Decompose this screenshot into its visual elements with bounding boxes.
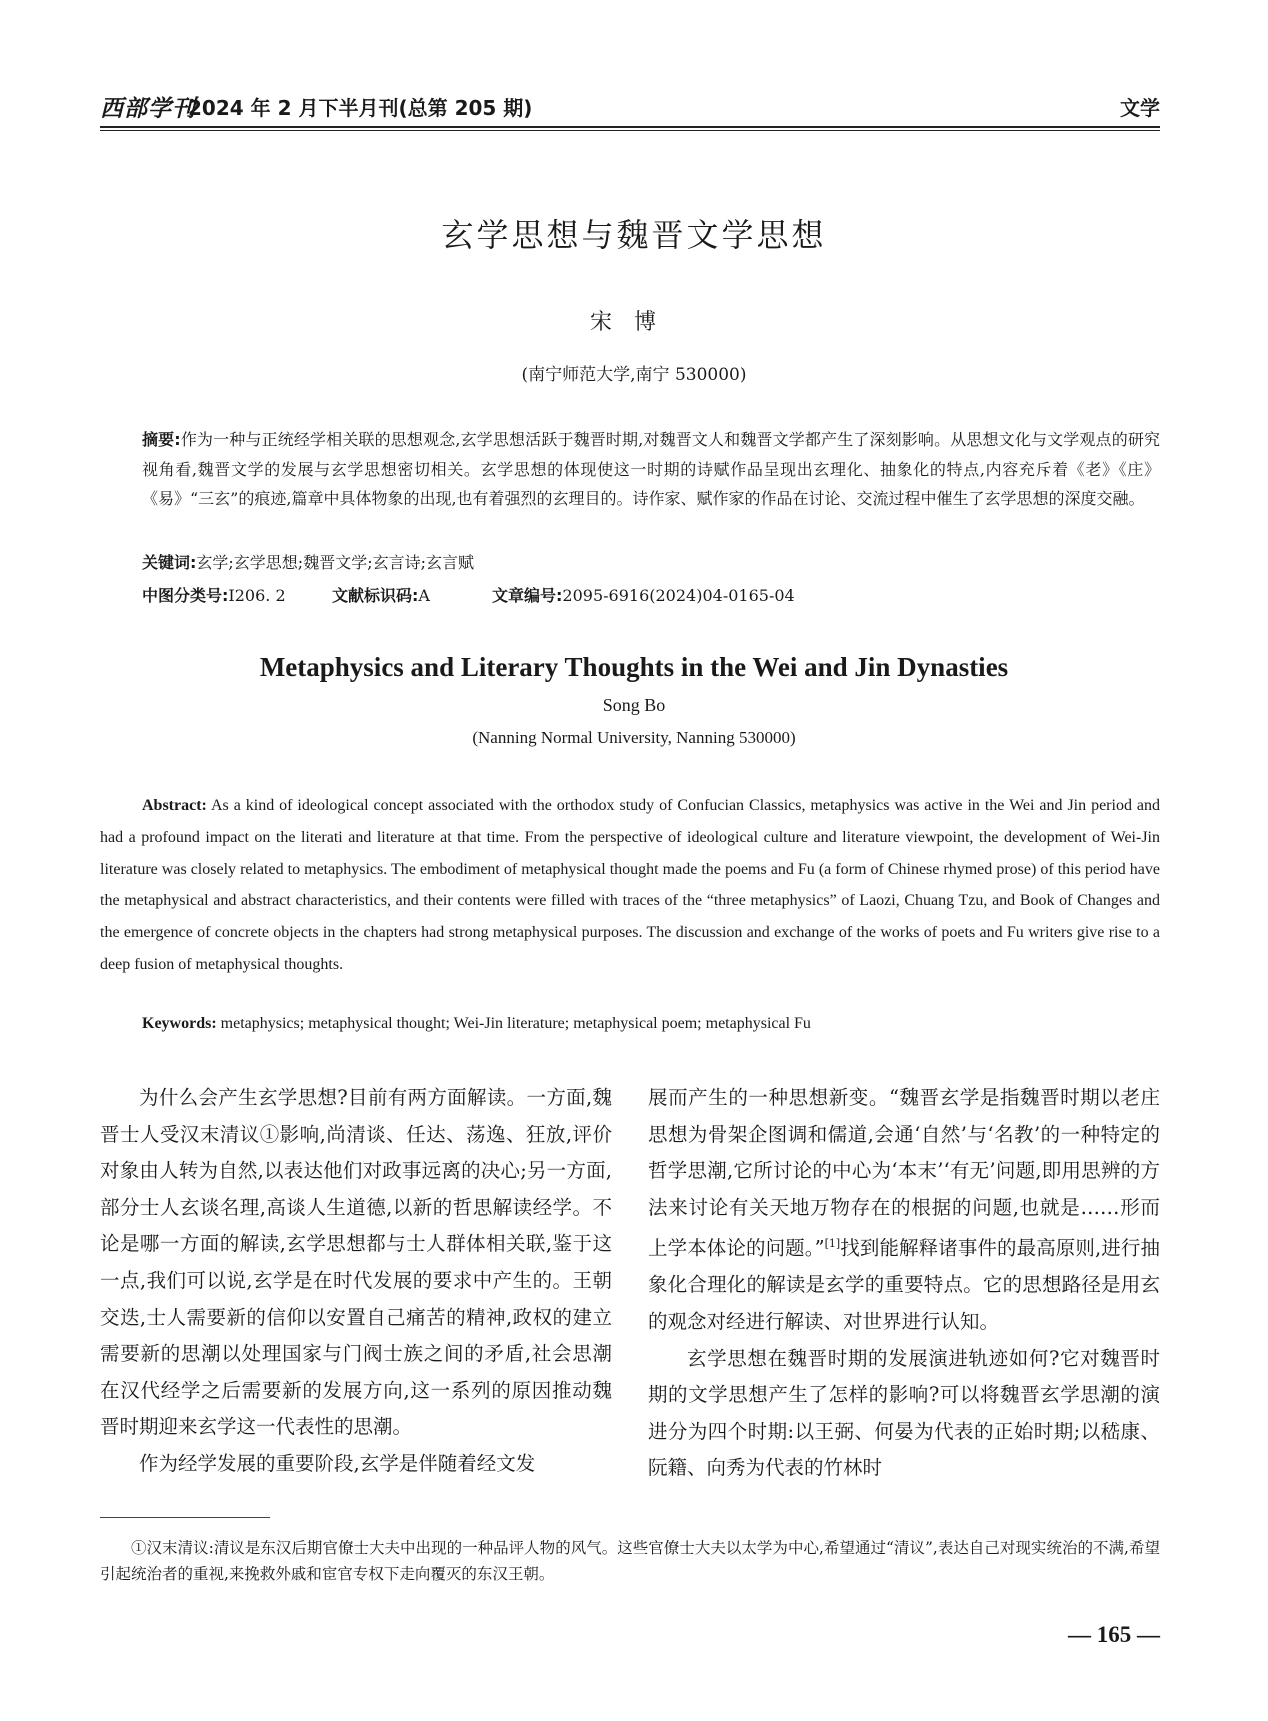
citation-ref: [1]: [824, 1237, 841, 1251]
body-column-right: [648, 1080, 1160, 1487]
article-no-value: 2095-6916(2024)04-0165-04: [562, 586, 795, 605]
body-column-left: [100, 1080, 612, 1483]
journal-issue: 2024 年 2 月下半月刊(总第 205 期): [188, 96, 533, 120]
abstract-text-cn: 作为一种与正统经学相关联的思想观念,玄学思想活跃于魏晋时期,对魏晋文人和魏晋文学都产生了深刻影响。从思想文化与文学观点的研究视角看,魏晋文学的发展与玄学思想密切相关。玄学思想的体现使这一时期的诗赋作品呈现出玄理化、抽象化的特点,内容充斥着《老》《庄》《易》“三玄”的痕迹,篇章中具体物象的出现,也有着强烈的玄理目的。诗作家、赋作家的作品在讨论、交流过程中催生了玄学思想的深度交融。: [142, 430, 1160, 508]
body-text: 展而产生的一种思想新变。“魏晋玄学是指魏晋时期以老庄思想为骨架企图调和儒道,会通‘自然’与‘名教’的一种特定的哲学思潮,它所讨论的中心为‘本末’‘有无’问题,即用思辨的方法来讨论有关天地万物存在的根据的问题,也就是……形而上学本体论的问题。”: [648, 1086, 1160, 1260]
header-rule: [100, 126, 1160, 128]
header-rule-thin: [100, 130, 1160, 131]
journal-logo: 西部学刊: [100, 95, 196, 122]
footnote: ①汉末清议:清议是东汉后期官僚士大夫中出现的一种品评人物的风气。这些官僚士大夫以太学为中心,希望通过“清议”,表达自己对现实统治的不满,希望引起统治者的重视,来挽救外戚和宦官专权下走向覆灭的东汉王朝。: [100, 1539, 1160, 1583]
abstract-label-cn: 摘要:: [142, 430, 181, 449]
keywords-label-en: Keywords:: [142, 1015, 217, 1032]
clc-value: I206. 2: [228, 586, 286, 605]
affiliation-cn: (南宁师范大学,南宁 530000): [521, 365, 747, 385]
doc-code-value: A: [418, 586, 430, 605]
body-paragraph: 为什么会产生玄学思想?目前有两方面解读。一方面,魏晋士人受汉末清议①影响,尚清谈、任达、荡逸、狂放,评价对象由人转为自然,以表达他们对政事远离的决心;另一方面,部分士人玄谈名理,高谈人生道德,以新的哲思解读经学。不论是哪一方面的解读,玄学思想都与士人群体相关联,鉴于这一点,我们可以说,玄学是在时代发展的要求中产生的。王朝交迭,士人需要新的信仰以安置自己痛苦的精神,政权的建立需要新的思潮以处理国家与门阀士族之间的矛盾,社会思潮在汉代经学之后需要新的发展方向,这一系列的原因推动魏晋时期迎来玄学这一代表性的思潮。: [100, 1086, 612, 1439]
abstract-text-en: As a kind of ideological concept associated with the orthodox study of Confucian Classics, metaphysics was active in the Wei and Jin period and had a profound impact on the literati and literature at that time. From the perspective of ideological culture and literature viewpoint, the development of Wei-Jin literature was closely related to metaphysics. The embodiment of metaphysical thought made the poems and Fu (a form of Chinese rhymed prose) of this period have the metaphysical and abstract characteristics, and their contents were filled with traces of the “three metaphysics” of Laozi, Chuang Tzu, and Book of Changes and the emergence of concrete objects in the chapters had strong metaphysical purposes. The discussion and exchange of the works of poets and Fu writers give rise to a deep fusion of metaphysical thoughts.: [100, 797, 1160, 973]
article-title-en: Metaphysics and Literary Thoughts in the Wei and Jin Dynasties: [259, 652, 1009, 682]
body-text: 找到能解释诸事件的最高原则,进行抽象化合理化的解读是玄学的重要特点。它的思想路径是用玄的观念对经进行解读、对世界进行认知。: [648, 1236, 1160, 1334]
keywords-label-cn: 关键词:: [142, 553, 197, 572]
keywords-cn: [142, 550, 1160, 573]
page-header: [100, 90, 1160, 120]
article-title-cn: 玄学思想与魏晋文学思想: [441, 216, 827, 254]
section-name: 文学: [1120, 96, 1160, 120]
article-no-label: 文章编号:: [492, 586, 563, 605]
clc-label: 中图分类号:: [142, 586, 229, 605]
affiliation-en: (Nanning Normal University, Nanning 530000): [472, 728, 796, 747]
clc-code: [142, 583, 332, 606]
abstract-en: [100, 790, 1160, 981]
abstract-label-en: Abstract:: [142, 797, 207, 814]
page-number: — 165 —: [1068, 1622, 1160, 1647]
author-name-en: Song Bo: [602, 695, 666, 715]
body-paragraph: [648, 1080, 1160, 1341]
document-code: [332, 583, 492, 606]
footnote-rule: [100, 1517, 270, 1518]
doc-code-label: 文献标识码:: [332, 586, 419, 605]
keywords-en: [142, 1015, 1160, 1033]
article-number: [492, 583, 795, 606]
body-paragraph: 作为经学发展的重要阶段,玄学是伴随着经文发: [139, 1451, 536, 1475]
body-paragraph: 玄学思想在魏晋时期的发展演进轨迹如何?它对魏晋时期的文学思想产生了怎样的影响?可以将魏晋玄学思潮的演进分为四个时期:以王弼、何晏为代表的正始时期;以嵇康、阮籍、向秀为代表的竹林时: [648, 1346, 1160, 1480]
abstract-cn: [142, 425, 1160, 514]
keywords-text-en: metaphysics; metaphysical thought; Wei-Jin literature; metaphysical poem; metaphysical Fu: [220, 1015, 811, 1032]
keywords-text-cn: 玄学;玄学思想;魏晋文学;玄言诗;玄言赋: [196, 553, 474, 572]
author-name-cn: 宋博: [589, 310, 678, 335]
classification-info: [142, 583, 1160, 606]
